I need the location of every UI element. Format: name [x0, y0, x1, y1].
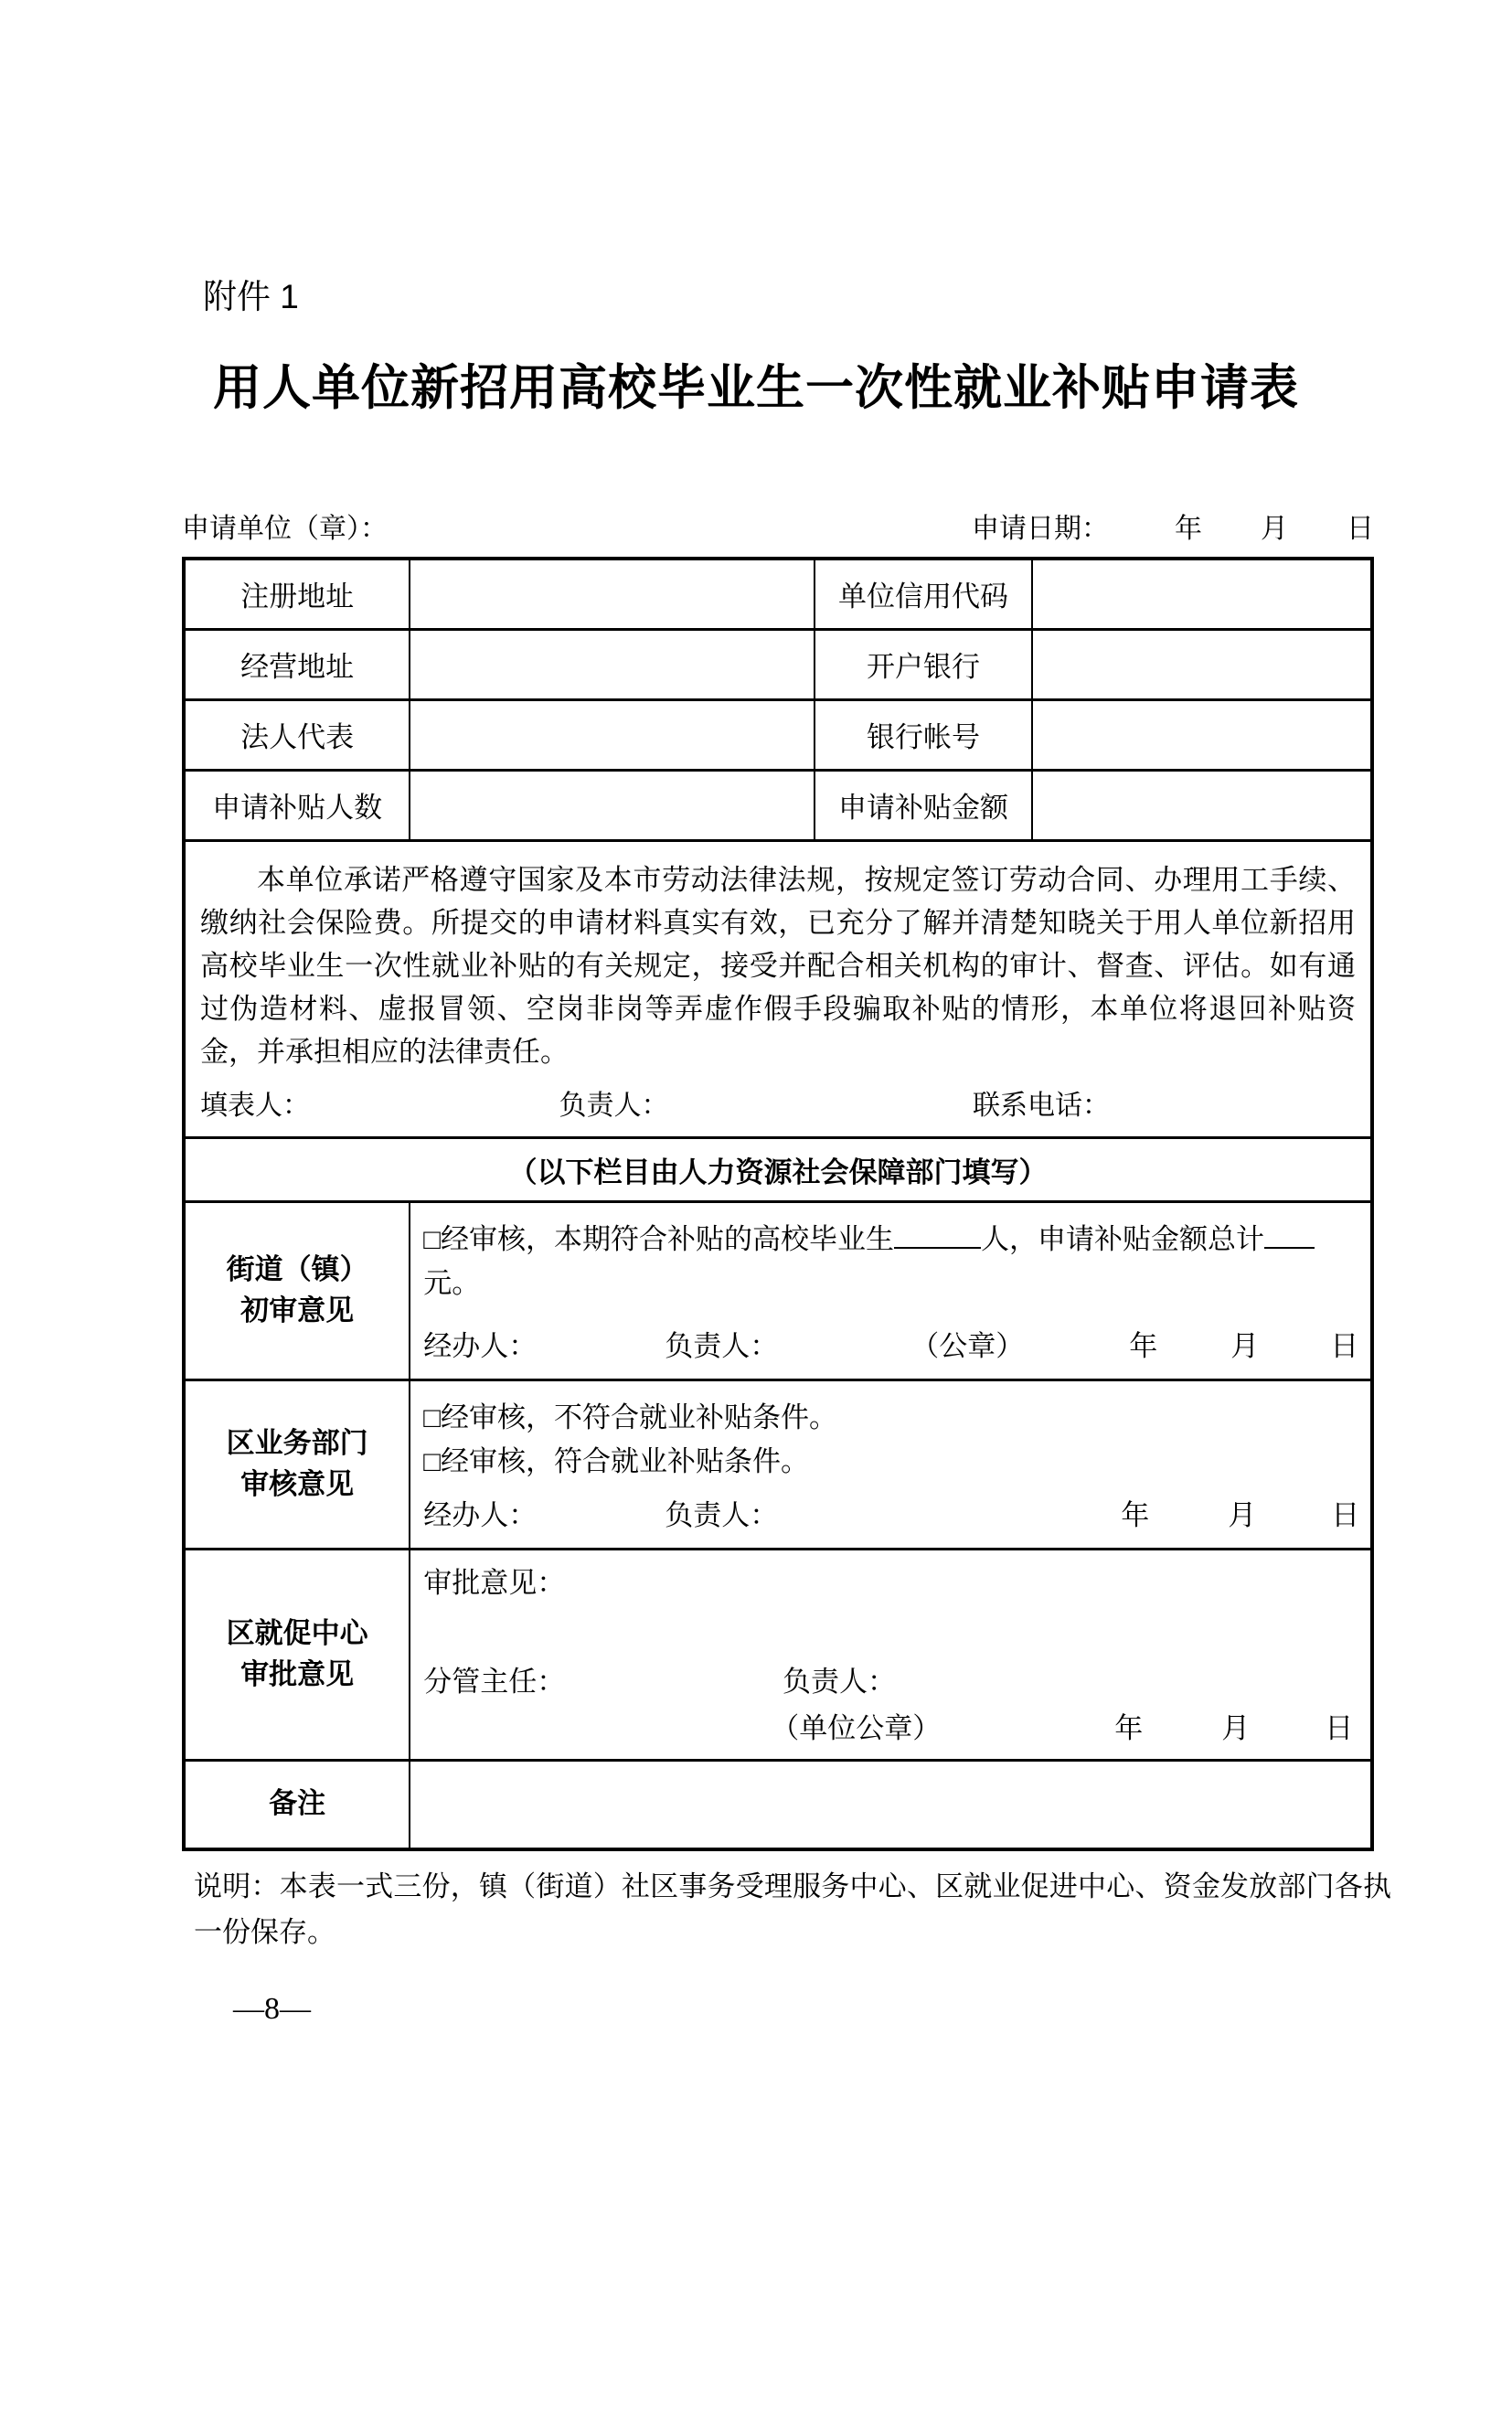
- subsidy-count-label: 申请补贴人数: [186, 772, 410, 839]
- table-row-subsidy-count: [186, 772, 1370, 842]
- street-review-label-line2: 初审意见: [240, 1294, 355, 1326]
- street-review-label: [186, 1203, 410, 1379]
- street-review-result-line: [423, 1218, 1358, 1262]
- street-review-text-line2: 元。: [423, 1266, 481, 1299]
- contact-phone-label: 联系电话：: [973, 1090, 1110, 1121]
- person-in-charge-label: 负责人：: [559, 1090, 669, 1121]
- footnote: 说明：本表一式三份，镇（街道）社区事务受理服务中心、区就业促进中心、资金发放部门各执一份保存。: [194, 1869, 1391, 1948]
- deputy-director-label: 分管主任：: [423, 1665, 566, 1698]
- credit-code-label: 单位信用代码: [815, 560, 1032, 628]
- date-month-label: 月: [1261, 513, 1288, 544]
- checkbox-icon: □: [423, 1222, 441, 1255]
- attachment-label: 附件 1: [203, 278, 299, 315]
- bank-name-value: [1033, 631, 1370, 698]
- remarks-label: 备注: [186, 1762, 410, 1848]
- table-row-hr-section-header: [186, 1139, 1370, 1203]
- date-day-label: 日: [1331, 1499, 1360, 1532]
- person-in-charge-label: 负责人：: [665, 1499, 779, 1532]
- unit-seal-label: （单位公章）: [771, 1711, 942, 1744]
- business-address-value: [410, 631, 815, 698]
- agent-label: 经办人：: [423, 1499, 538, 1532]
- dept-review-label-line2: 审核意见: [240, 1467, 355, 1500]
- date-year-label: 年: [1129, 1330, 1158, 1363]
- center-review-content: [410, 1550, 1370, 1759]
- center-review-label-line2: 审批意见: [240, 1657, 355, 1690]
- date-day-label: 日: [1325, 1711, 1354, 1744]
- bank-name-label: 开户银行: [815, 631, 1032, 698]
- center-review-seal-line: [423, 1705, 1358, 1746]
- dept-review-label: [186, 1381, 410, 1548]
- date-month-label: 月: [1230, 1330, 1260, 1363]
- page-number: —8—: [233, 1991, 311, 2026]
- legal-representative-value: [410, 701, 815, 769]
- hr-section-header: （以下栏目由人力资源社会保障部门填写）: [508, 1156, 1048, 1188]
- center-review-label: [186, 1550, 410, 1759]
- remarks-value: [410, 1762, 1370, 1848]
- page-title: 用人单位新招用高校毕业生一次性就业补贴申请表: [213, 361, 1299, 415]
- commitment-cell: [186, 842, 1370, 1136]
- official-seal-label: （公章）: [910, 1330, 1025, 1363]
- checkbox-icon: □: [423, 1444, 441, 1477]
- table-row-center-review: [186, 1550, 1370, 1762]
- table-row-legal-representative: [186, 701, 1370, 772]
- dept-review-signature-line: [423, 1497, 1358, 1534]
- blank-underline: [1264, 1220, 1315, 1249]
- approval-opinion-label: 审批意见：: [423, 1566, 566, 1599]
- registered-address-label: 注册地址: [186, 560, 410, 628]
- street-review-text-mid: 人，申请补贴金额总计: [980, 1222, 1264, 1255]
- date-year-label: 年: [1114, 1711, 1144, 1744]
- table-row-commitment: [186, 842, 1370, 1139]
- dept-review-option1-text: 经审核，不符合就业补贴条件。: [440, 1401, 837, 1433]
- agent-label: 经办人：: [423, 1330, 538, 1363]
- commitment-statement: 本单位承诺严格遵守国家及本市劳动法律法规，按规定签订劳动合同、办理用工手续、缴纳社会保险费。所提交的申请材料真实有效，已充分了解并清楚知晓关于用人单位新招用高校毕业生一次性就业补贴的有关规定，接受并配合相关机构的审计、督查、评估。如有通过伪造材料、虚报冒领、空岗非岗等弄虚作假手段骗取补贴的情形，本单位将退回补贴资金，并承担相应的法律责任。: [200, 863, 1356, 1068]
- table-row-street-review: [186, 1203, 1370, 1381]
- document-page: [0, 280, 1512, 2418]
- commitment-signature-line: [200, 1073, 1356, 1124]
- center-review-director-line: [423, 1658, 1358, 1699]
- table-row-remarks: [186, 1762, 1370, 1848]
- subsidy-count-value: [410, 772, 815, 839]
- center-review-label-line1: 区就促中心: [226, 1616, 368, 1649]
- table-row-dept-review: [186, 1381, 1370, 1550]
- date-day-label: 日: [1347, 513, 1374, 544]
- apply-date-label: 申请日期：: [972, 513, 1109, 544]
- apply-date-group: [972, 513, 1374, 546]
- date-day-label: 日: [1330, 1330, 1359, 1363]
- date-year-label: 年: [1121, 1499, 1150, 1532]
- blank-underline: [894, 1220, 981, 1249]
- person-in-charge-label: 负责人：: [782, 1665, 896, 1698]
- dept-review-content: [410, 1381, 1370, 1548]
- registered-address-value: [410, 560, 815, 628]
- dept-review-option-eligible: [423, 1440, 1358, 1484]
- date-year-label: 年: [1175, 513, 1202, 544]
- dept-review-option-not-eligible: [423, 1396, 1358, 1440]
- subsidy-amount-value: [1033, 772, 1370, 839]
- credit-code-value: [1033, 560, 1370, 628]
- date-month-label: 月: [1228, 1499, 1257, 1532]
- street-review-content: [410, 1203, 1370, 1379]
- dept-review-option2-text: 经审核，符合就业补贴条件。: [440, 1444, 809, 1477]
- person-in-charge-label: 负责人：: [665, 1330, 779, 1363]
- form-subheader: [182, 513, 1374, 546]
- table-row-registered-address: [186, 560, 1370, 631]
- application-form-table: [182, 557, 1374, 1851]
- applicant-unit-label: 申请单位（章）：: [182, 513, 388, 544]
- street-review-label-line1: 街道（镇）: [226, 1252, 368, 1285]
- checkbox-icon: □: [423, 1401, 441, 1433]
- street-review-signature-line: [423, 1328, 1358, 1365]
- table-row-business-address: [186, 631, 1370, 701]
- date-month-label: 月: [1221, 1711, 1251, 1744]
- legal-representative-label: 法人代表: [186, 701, 410, 769]
- form-filler-label: 填表人：: [200, 1090, 310, 1121]
- dept-review-label-line1: 区业务部门: [226, 1426, 368, 1459]
- bank-account-value: [1033, 701, 1370, 769]
- bank-account-label: 银行帐号: [815, 701, 1032, 769]
- subsidy-amount-label: 申请补贴金额: [815, 772, 1032, 839]
- street-review-text-pre: 经审核，本期符合补贴的高校毕业生: [440, 1222, 894, 1255]
- business-address-label: 经营地址: [186, 631, 410, 698]
